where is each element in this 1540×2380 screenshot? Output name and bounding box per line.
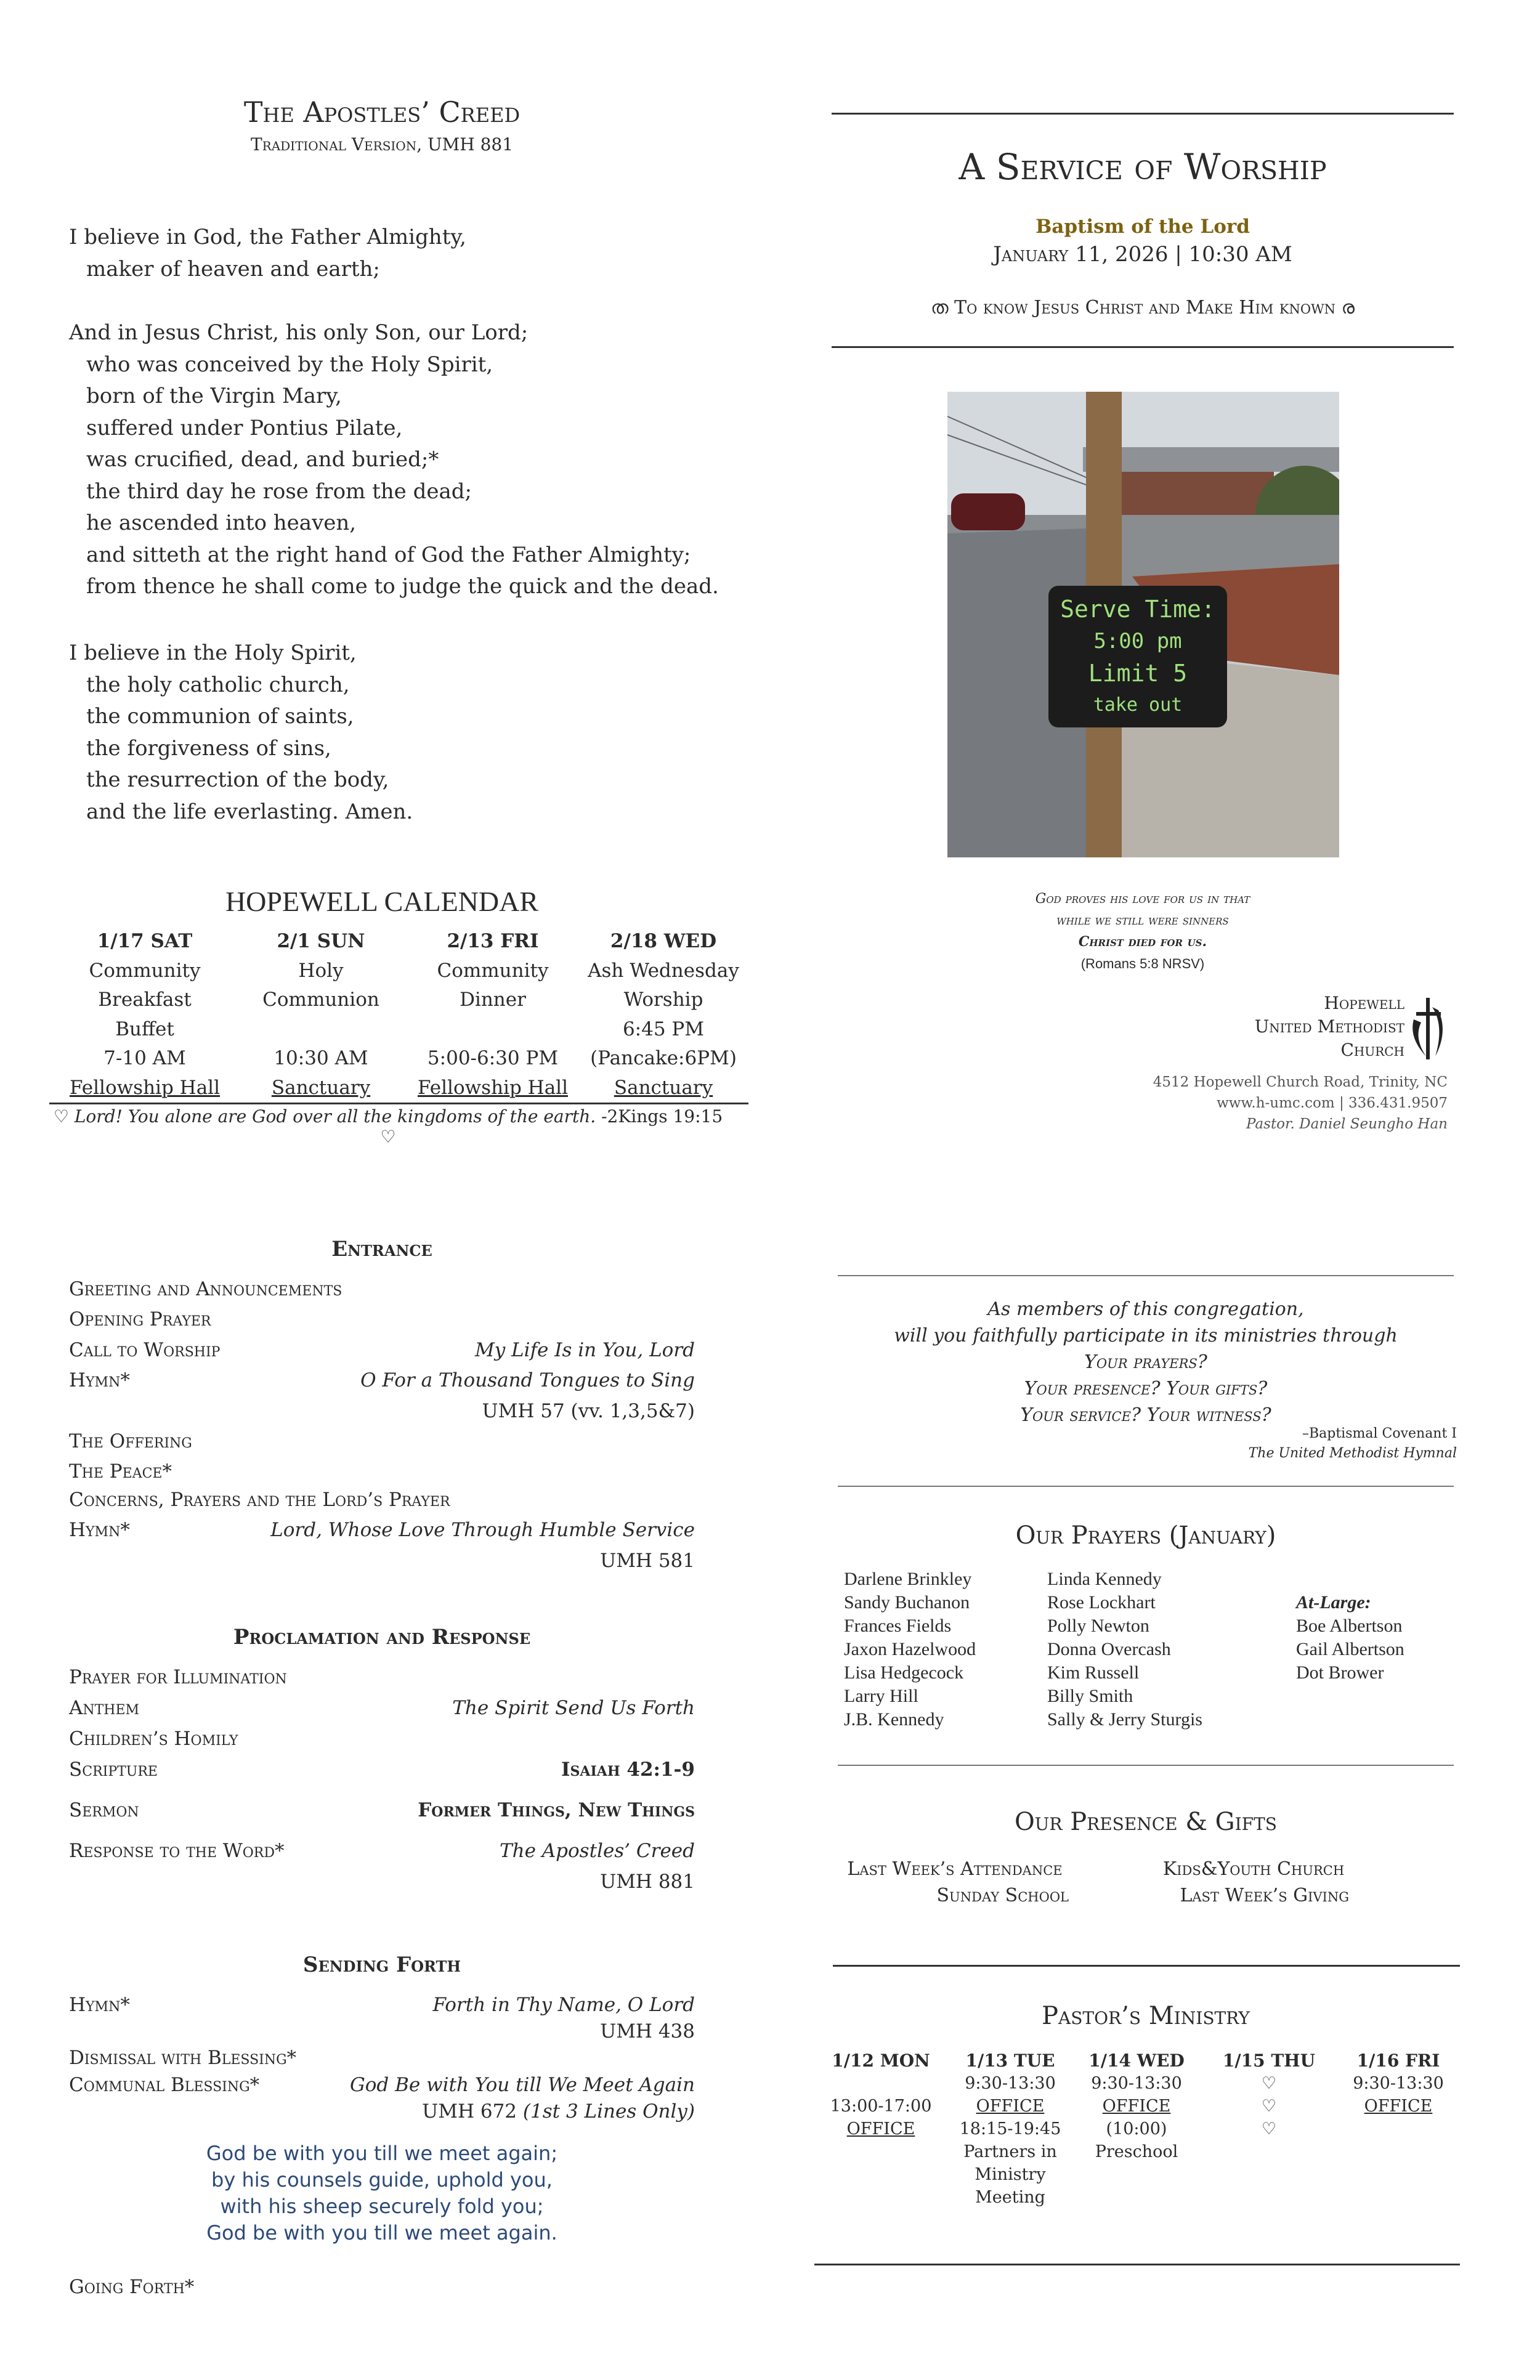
response-title: The Apostles’ Creed bbox=[499, 1840, 695, 1862]
ministry-line: 18:15-19:45 bbox=[959, 2119, 1061, 2139]
event-line: Ash Wednesday bbox=[588, 959, 739, 982]
item-homily: Children’s Homily bbox=[69, 1728, 238, 1750]
ministry-day bbox=[949, 2049, 1072, 2209]
kids-youth-label: Kids&Youth Church bbox=[1162, 1858, 1345, 1880]
ministry-top-rule bbox=[833, 1965, 1460, 1967]
ministry-line: (10:00) bbox=[1106, 2119, 1167, 2139]
ministry-day-label: 1/14 WED bbox=[1088, 2050, 1185, 2071]
ministry-line: 13:00-17:00 bbox=[830, 2097, 932, 2116]
benediction bbox=[0, 2140, 764, 2246]
ministry-bottom-rule bbox=[814, 2264, 1460, 2265]
covenant-line: Your presence? Your gifts? bbox=[1024, 1378, 1268, 1399]
verse-line: Christ died for us. bbox=[1078, 934, 1207, 950]
ministry-line: ♡ bbox=[1261, 2074, 1277, 2093]
prayer-name: Gail Albertson bbox=[1296, 1639, 1404, 1659]
event-place: Fellowship Hall bbox=[417, 1076, 569, 1099]
anthem-title: The Spirit Send Us Forth bbox=[452, 1697, 695, 1719]
section-sending-forth: Sending Forth bbox=[302, 1953, 461, 1977]
event-time: 5:00-6:30 PM bbox=[427, 1047, 559, 1069]
creed-line: and the life everlasting. Amen. bbox=[86, 799, 413, 824]
covenant-top-rule bbox=[838, 1275, 1454, 1276]
ministry-line: OFFICE bbox=[1364, 2097, 1433, 2116]
event-line: Communion bbox=[262, 989, 379, 1011]
creed-line: And in Jesus Christ, his only Son, our Lord; bbox=[69, 320, 529, 345]
ministry-day bbox=[1207, 2049, 1331, 2140]
prayer-name: J.B. Kennedy bbox=[844, 1709, 944, 1730]
ministry-day-label: 1/13 TUE bbox=[965, 2050, 1055, 2071]
prayer-name: Billy Smith bbox=[1047, 1686, 1133, 1706]
item-response: Response to the Word* bbox=[69, 1840, 285, 1862]
item-dismissal: Dismissal with Blessing* bbox=[69, 2047, 297, 2069]
event-time: 7-10 AM bbox=[103, 1047, 186, 1069]
creed-line: suffered under Pontius Pilate, bbox=[86, 415, 403, 440]
item-hymn: Hymn* bbox=[69, 1994, 130, 2016]
prayer-name: Kim Russell bbox=[1047, 1662, 1140, 1683]
ministry-line: ♡ bbox=[1261, 2097, 1277, 2116]
presence-title: Our Presence & Gifts bbox=[1015, 1808, 1277, 1836]
covenant-line: will you faithfully participate in its ministries through bbox=[894, 1325, 1398, 1346]
creed-subtitle: Traditional Version, UMH 881 bbox=[250, 134, 514, 155]
event-place: Sanctuary bbox=[271, 1076, 371, 1099]
creed-line: I believe in the Holy Spirit, bbox=[69, 641, 357, 665]
cross-and-flame-icon bbox=[1408, 995, 1451, 1062]
calendar-divider bbox=[49, 1103, 748, 1104]
creed-line: from thence he shall come to judge the quick and the dead. bbox=[86, 574, 719, 599]
covenant-source bbox=[1170, 1424, 1457, 1463]
verse-ref: -2Kings 19:15 ♡ bbox=[380, 1106, 723, 1147]
presence-top-rule bbox=[838, 1765, 1454, 1766]
item-hymn: Hymn* bbox=[69, 1519, 130, 1541]
covenant-line: Your prayers? bbox=[1084, 1351, 1207, 1373]
service-occasion: Baptism of the Lord bbox=[1035, 216, 1250, 238]
baptismal-covenant bbox=[838, 1296, 1454, 1428]
hymn-number: UMH 581 bbox=[600, 1550, 695, 1572]
event-date: 2/13 FRI bbox=[447, 930, 539, 952]
creed-title: The Apostles’ Creed bbox=[243, 95, 521, 129]
covenant-source-line: The United Methodist Hymnal bbox=[1248, 1446, 1457, 1461]
creed-line: born of the Virgin Mary, bbox=[86, 384, 342, 408]
prayers-title: Our Prayers (January) bbox=[1015, 1521, 1276, 1550]
at-large-label: At-Large: bbox=[1296, 1592, 1371, 1613]
ministry-day-label: 1/15 THU bbox=[1222, 2050, 1316, 2071]
creed-paragraph-3 bbox=[69, 638, 413, 828]
prayers-top-rule bbox=[838, 1486, 1454, 1487]
creed-line: he ascended into heaven, bbox=[86, 511, 357, 535]
prayers-column-1 bbox=[844, 1568, 976, 1731]
verse-line: God proves his love for us in that bbox=[1035, 891, 1250, 907]
hymn-number: UMH 438 bbox=[600, 2020, 695, 2042]
event-place: Fellowship Hall bbox=[69, 1076, 221, 1099]
calendar-title: HOPEWELL CALENDAR bbox=[225, 886, 539, 917]
cover-verse bbox=[832, 888, 1454, 974]
ministry-line: Ministry bbox=[975, 2165, 1046, 2184]
event-line: 6:45 PM bbox=[622, 1018, 705, 1040]
item-sermon: Sermon bbox=[69, 1799, 139, 1821]
calendar-verse bbox=[49, 1106, 727, 1147]
cover-bottom-rule bbox=[832, 346, 1454, 348]
item-anthem: Anthem bbox=[69, 1697, 140, 1719]
event-line bbox=[407, 1015, 579, 1045]
prayer-name: Rose Lockhart bbox=[1047, 1592, 1156, 1613]
verse-text: ♡ Lord! You alone are God over all the kingdoms of the earth. bbox=[53, 1106, 596, 1127]
church-pastor: Pastor. Daniel Seungho Han bbox=[1246, 1116, 1448, 1132]
calendar-event bbox=[235, 927, 407, 1103]
cover-top-rule bbox=[832, 113, 1454, 115]
event-line: Holy bbox=[298, 959, 344, 982]
service-date: January 11, 2026 | 10:30 AM bbox=[993, 242, 1292, 267]
hymn-title: Forth in Thy Name, O Lord bbox=[432, 1994, 695, 2016]
creed-paragraph-1 bbox=[69, 222, 466, 285]
prayer-name: Sally & Jerry Sturgis bbox=[1047, 1709, 1202, 1730]
prayer-name: Darlene Brinkley bbox=[844, 1569, 972, 1589]
church-motto: ത To know Jesus Christ and Make Him known ര bbox=[930, 297, 1355, 318]
event-time: 10:30 AM bbox=[274, 1047, 368, 1069]
verse-line: while we still were sinners bbox=[1056, 913, 1229, 928]
church-web: www.h-umc.com | 336.431.9507 bbox=[1217, 1095, 1448, 1111]
creed-line: the forgiveness of sins, bbox=[86, 735, 331, 761]
service-title: A Service of Worship bbox=[958, 146, 1327, 188]
cover-photo bbox=[947, 392, 1339, 857]
hymn-title: Lord, Whose Love Through Humble Service bbox=[270, 1519, 695, 1541]
prayers-column-2 bbox=[1047, 1568, 1202, 1731]
giving-label: Last Week’s Giving bbox=[1180, 1885, 1349, 1906]
creed-line: was crucified, dead, and buried;* bbox=[86, 447, 439, 472]
item-concerns: Concerns, Prayers and the Lord’s Prayer bbox=[69, 1489, 450, 1511]
event-date: 1/17 SAT bbox=[97, 930, 193, 952]
event-line: Community bbox=[89, 959, 201, 982]
church-name-line: Hopewell bbox=[1324, 993, 1404, 1013]
item-peace: The Peace* bbox=[69, 1460, 172, 1483]
scripture-ref: Isaiah 42:1-9 bbox=[561, 1759, 695, 1781]
covenant-source-line: –Baptismal Covenant I bbox=[1302, 1426, 1457, 1441]
call-to-worship-title: My Life Is in You, Lord bbox=[474, 1339, 695, 1361]
event-place: Sanctuary bbox=[614, 1076, 713, 1099]
event-line: Dinner bbox=[460, 989, 526, 1011]
prayer-name: Lisa Hedgecock bbox=[844, 1662, 964, 1683]
ministry-day bbox=[819, 2049, 942, 2140]
church-name bbox=[1170, 992, 1404, 1062]
event-line: Breakfast bbox=[98, 989, 192, 1011]
covenant-line: As members of this congregation, bbox=[987, 1298, 1304, 1320]
ministry-line: OFFICE bbox=[846, 2119, 915, 2139]
calendar-event bbox=[59, 927, 231, 1103]
prayer-name: Sandy Buchanon bbox=[844, 1592, 970, 1613]
prayer-name: Larry Hill bbox=[844, 1686, 918, 1706]
ministry-day-label: 1/16 FRI bbox=[1356, 2050, 1440, 2071]
hymn-number: UMH 57 (vv. 1,3,5&7) bbox=[482, 1400, 695, 1422]
sign-line: Serve Time: bbox=[1060, 596, 1215, 623]
ministry-day bbox=[1337, 2049, 1460, 2118]
benediction-line: by his counsels guide, uphold you, bbox=[211, 2168, 553, 2192]
item-illumination: Prayer for Illumination bbox=[69, 1666, 287, 1688]
ministry-title: Pastor’s Ministry bbox=[1042, 2002, 1250, 2030]
sign-board bbox=[1048, 586, 1227, 727]
event-line: Buffet bbox=[115, 1018, 174, 1040]
creed-line: the communion of saints, bbox=[86, 704, 354, 729]
ministry-day bbox=[1075, 2049, 1198, 2163]
communal-hymn-number: UMH 672 bbox=[422, 2100, 517, 2123]
creed-line: the resurrection of the body, bbox=[86, 767, 389, 792]
hymn-title: O For a Thousand Tongues to Sing bbox=[360, 1369, 695, 1391]
event-line bbox=[235, 1015, 407, 1045]
prayer-name: Frances Fields bbox=[844, 1616, 952, 1636]
creed-line: maker of heaven and earth; bbox=[86, 256, 380, 281]
event-date: 2/1 SUN bbox=[277, 930, 365, 952]
item-scripture: Scripture bbox=[69, 1759, 158, 1781]
section-entrance: Entrance bbox=[331, 1237, 432, 1261]
attendance-label: Last Week’s Attendance bbox=[847, 1858, 1063, 1880]
prayer-name: Linda Kennedy bbox=[1047, 1569, 1162, 1589]
item-greeting: Greeting and Announcements bbox=[69, 1278, 342, 1300]
church-info bbox=[1047, 1072, 1448, 1135]
ministry-line: OFFICE bbox=[1102, 2097, 1171, 2116]
ministry-line bbox=[819, 2072, 942, 2095]
church-name-line: Church bbox=[1340, 1040, 1404, 1060]
prayer-name: Jaxon Hazelwood bbox=[844, 1639, 976, 1659]
benediction-line: God be with you till we meet again; bbox=[206, 2142, 558, 2165]
ministry-line: ♡ bbox=[1261, 2119, 1277, 2139]
ministry-line: 9:30-13:30 bbox=[1091, 2074, 1182, 2093]
item-call-to-worship: Call to Worship bbox=[69, 1339, 221, 1361]
event-line: Worship bbox=[623, 989, 703, 1011]
prayer-name: Boe Albertson bbox=[1296, 1616, 1403, 1636]
ministry-line: Preschool bbox=[1095, 2142, 1178, 2161]
sign-line: take out bbox=[1093, 694, 1183, 716]
covenant-line: Your service? Your witness? bbox=[1020, 1404, 1271, 1426]
item-opening-prayer: Opening Prayer bbox=[69, 1308, 211, 1330]
ministry-line: 9:30-13:30 bbox=[1353, 2074, 1444, 2093]
response-number: UMH 881 bbox=[600, 1871, 695, 1893]
prayer-name: Polly Newton bbox=[1047, 1616, 1149, 1636]
item-hymn: Hymn* bbox=[69, 1369, 130, 1391]
ministry-line: Partners in bbox=[963, 2142, 1057, 2161]
sermon-title: Former Things, New Things bbox=[418, 1799, 695, 1821]
event-time: (Pancake:6PM) bbox=[590, 1047, 737, 1069]
ministry-line: OFFICE bbox=[976, 2097, 1045, 2116]
ministry-line: 9:30-13:30 bbox=[965, 2074, 1056, 2093]
creed-line: who was conceived by the Holy Spirit, bbox=[86, 352, 493, 377]
calendar-event bbox=[407, 927, 579, 1103]
sunday-school-label: Sunday School bbox=[936, 1885, 1069, 1906]
item-offering: The Offering bbox=[69, 1430, 192, 1452]
ministry-line: Meeting bbox=[975, 2188, 1045, 2207]
communal-note: (1st 3 Lines Only) bbox=[522, 2100, 695, 2123]
sign-line: Limit 5 bbox=[1088, 660, 1188, 687]
calendar-event bbox=[577, 927, 750, 1103]
prayer-name: Donna Overcash bbox=[1047, 1639, 1171, 1659]
creed-line: the third day he rose from the dead; bbox=[86, 479, 472, 504]
creed-paragraph-2 bbox=[69, 317, 719, 603]
event-date: 2/18 WED bbox=[610, 930, 717, 952]
item-communal-blessing: Communal Blessing* bbox=[69, 2074, 260, 2096]
item-going-forth: Going Forth* bbox=[69, 2276, 195, 2298]
benediction-line: God be with you till we meet again. bbox=[206, 2221, 557, 2244]
verse-ref: (Romans 5:8 NRSV) bbox=[1080, 956, 1205, 971]
creed-line: I believe in God, the Father Almighty, bbox=[69, 225, 466, 249]
sign-line: 5:00 pm bbox=[1093, 629, 1182, 654]
church-name-line: United Methodist bbox=[1254, 1016, 1404, 1037]
communal-title: God Be with You till We Meet Again bbox=[349, 2074, 695, 2096]
creed-line: the holy catholic church, bbox=[86, 672, 350, 697]
ministry-day-label: 1/12 MON bbox=[832, 2050, 930, 2071]
prayer-name: Dot Brower bbox=[1296, 1662, 1384, 1683]
communal-number bbox=[422, 2100, 695, 2123]
event-line: Community bbox=[437, 959, 549, 982]
church-address: 4512 Hopewell Church Road, Trinity, NC bbox=[1153, 1074, 1448, 1090]
section-proclamation: Proclamation and Response bbox=[233, 1625, 531, 1649]
prayers-column-3 bbox=[1296, 1591, 1404, 1685]
benediction-line: with his sheep securely fold you; bbox=[220, 2195, 544, 2218]
creed-line: and sitteth at the right hand of God the Father Almighty; bbox=[86, 542, 691, 567]
